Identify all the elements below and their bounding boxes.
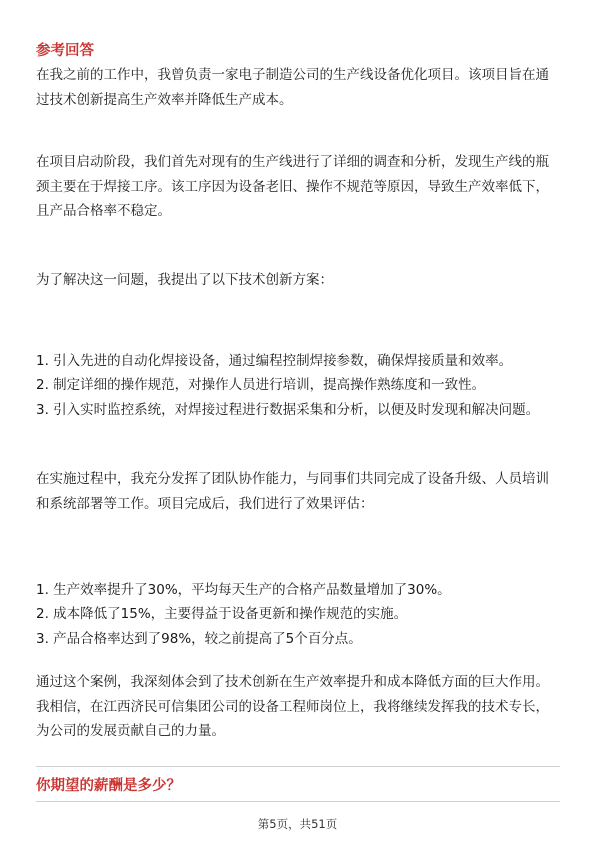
list-text: 1. 生产效率提升了30%，平均每天生产的合格产品数量增加了30%。 2. 成本降低了15%，主要得益于设备更新和操作规范的实施。 3. 产品合格率达到了98%，较之前提高了5个百分点。 bbox=[36, 581, 451, 647]
next-question-heading: 你期望的薪酬是多少？ bbox=[36, 778, 181, 794]
paragraph-text: 在项目启动阶段，我们首先对现有的生产线进行了详细的调查和分析，发现生产线的瓶颈主要在于焊接工序。该工序因为设备老旧、操作不规范等原因，导致生产效率低下，且产品合格率不稳定。 bbox=[36, 154, 549, 219]
paragraph-implementation bbox=[36, 467, 562, 516]
section-divider bbox=[36, 766, 560, 767]
list-text: 1. 引入先进的自动化焊接设备，通过编程控制焊接参数，确保焊接质量和效率。 2. 制定详细的操作规范，对操作人员进行培训，提高操作熟练度和一致性。 3. 引入实时监控系统，对焊接过程进行数据采集和分析，以便及时发现和解决问题。 bbox=[36, 352, 540, 418]
paragraph-intro bbox=[36, 63, 562, 112]
page-number: 第5页，共51页 bbox=[257, 817, 338, 831]
paragraph-solution-intro bbox=[36, 268, 562, 293]
solution-list bbox=[36, 324, 562, 422]
paragraph-text: 通过这个案例，我深刻体会到了技术创新在生产效率提升和成本降低方面的巨大作用。我相信，在江西济民可信集团公司的设备工程师岗位上，我将继续发挥我的技术专长，为公司的发展贡献自己的力量。 bbox=[36, 674, 549, 739]
paragraph-text: 为了解决这一问题，我提出了以下技术创新方案： bbox=[36, 272, 333, 288]
section-heading: 参考回答 bbox=[36, 43, 94, 59]
section-divider bbox=[36, 801, 560, 802]
paragraph-text: 在我之前的工作中，我曾负责一家电子制造公司的生产线设备优化项目。该项目旨在通过技术创新提高生产效率并降低生产成本。 bbox=[36, 67, 549, 108]
paragraph-analysis bbox=[36, 150, 562, 224]
paragraph-text: 在实施过程中，我充分发挥了团队协作能力，与同事们共同完成了设备升级、人员培训和系统部署等工作。项目完成后，我们进行了效果评估： bbox=[36, 471, 549, 512]
paragraph-conclusion bbox=[36, 670, 562, 744]
results-list bbox=[36, 553, 562, 651]
